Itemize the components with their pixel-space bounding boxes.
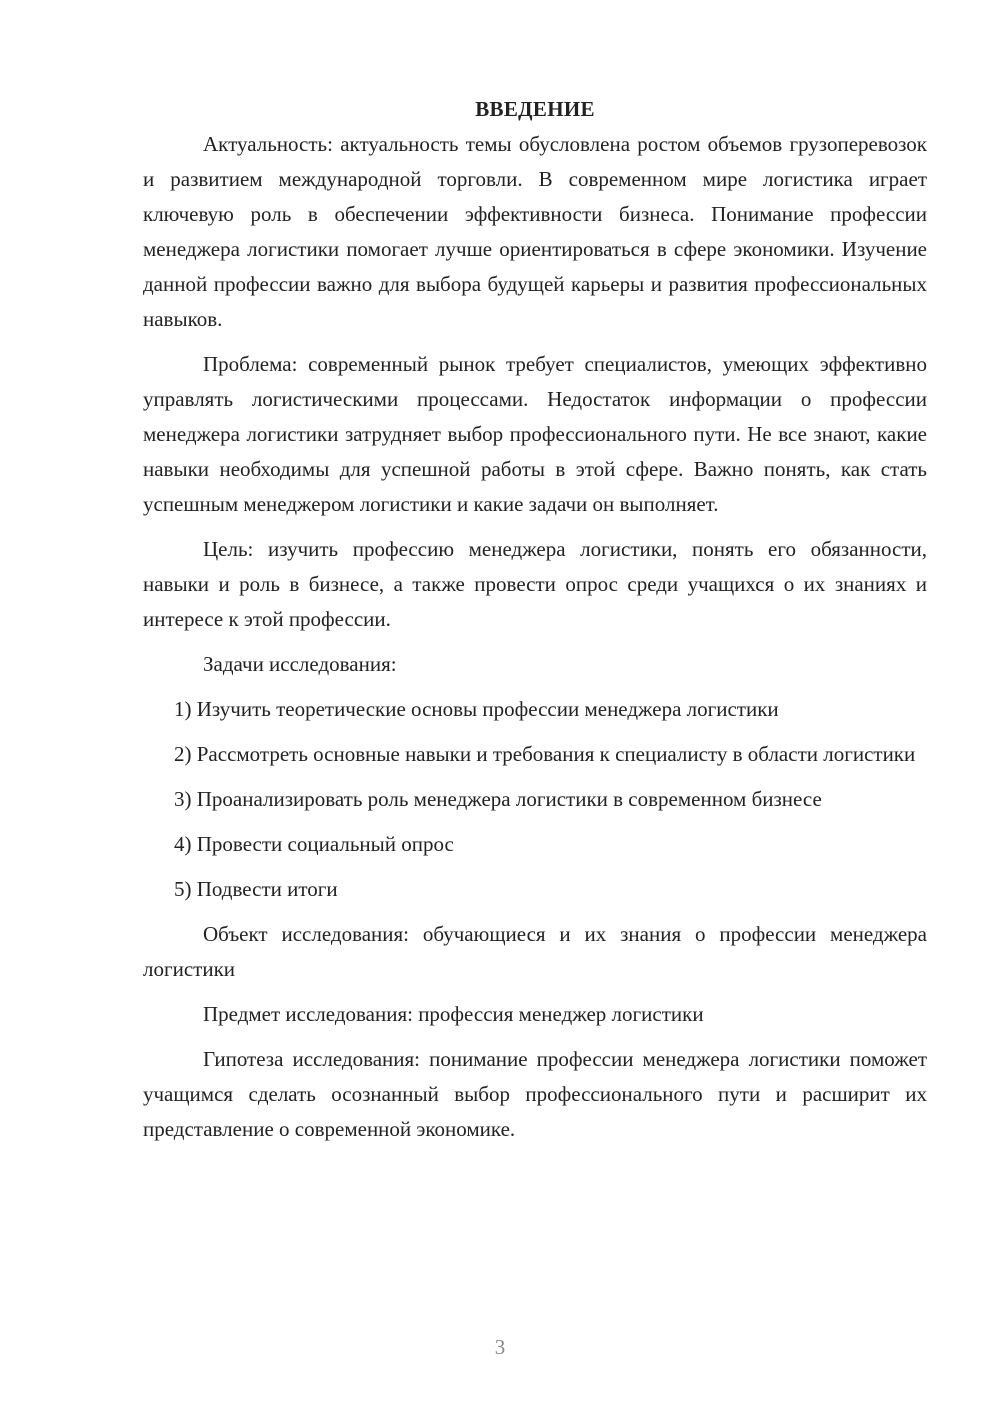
paragraph-goal: Цель: изучить профессию менеджера логистики, понять его обязанности, навыки и роль в бизнесе, а также провести опрос среди учащихся о их знаниях и интересе к этой профессии. xyxy=(143,537,927,631)
task-item: 4) Провести социальный опрос xyxy=(174,832,454,856)
paragraph-tasks-heading: Задачи исследования: xyxy=(203,652,397,676)
section-title: ВВЕДЕНИЕ xyxy=(475,97,595,121)
paragraph-relevance: Актуальность: актуальность темы обусловлена ростом объемов грузоперевозок и развитием международной торговли. В современном мире логистика играет ключевую роль в обеспечении эффективности бизнеса. Понимание профессии менеджера логистики помогает лучше ориентироваться в сфере экономики. Изучение данной профессии важно для выбора будущей карьеры и развития профессиональных навыков. xyxy=(143,132,927,331)
paragraph-problem: Проблема: современный рынок требует специалистов, умеющих эффективно управлять логистическими процессами. Недостаток информации о профессии менеджера логистики затрудняет выбор профессионального пути. Не все знают, какие навыки необходимы для успешной работы в этой сфере. Важно понять, как стать успешным менеджером логистики и какие задачи он выполняет. xyxy=(143,352,927,516)
page-content xyxy=(143,92,927,1157)
task-item: 3) Проанализировать роль менеджера логистики в современном бизнесе xyxy=(174,787,822,811)
task-item: 2) Рассмотреть основные навыки и требования к специалисту в области логистики xyxy=(174,742,916,766)
task-item: 1) Изучить теоретические основы профессии менеджера логистики xyxy=(174,697,779,721)
paragraph-subject: Предмет исследования: профессия менеджер логистики xyxy=(203,1002,704,1026)
paragraph-hypothesis: Гипотеза исследования: понимание профессии менеджера логистики поможет учащимся сделать осознанный выбор профессионального пути и расширит их представление о современной экономике. xyxy=(143,1047,927,1141)
paragraph-object: Объект исследования: обучающиеся и их знания о профессии менеджера логистики xyxy=(143,922,927,981)
task-item: 5) Подвести итоги xyxy=(174,877,338,901)
page-number: 3 xyxy=(494,1335,506,1359)
